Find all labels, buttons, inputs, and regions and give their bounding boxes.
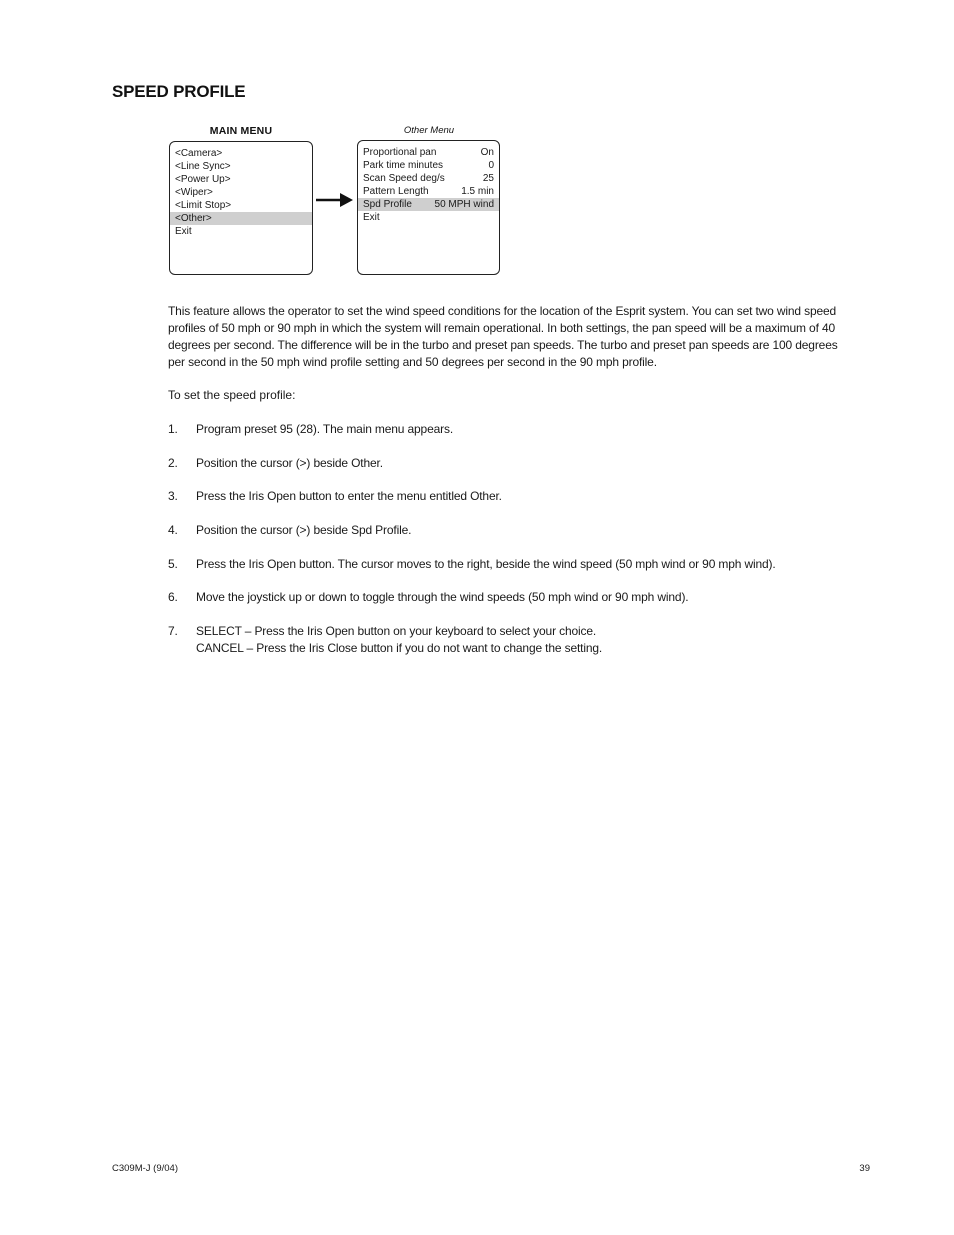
other-menu-item-proportional-pan: Proportional pan On xyxy=(363,147,494,158)
main-menu-item-power-up: <Power Up> xyxy=(175,174,231,185)
other-menu-item-park-time: Park time minutes 0 xyxy=(363,160,494,171)
intro-text: To set the speed profile: xyxy=(168,388,296,402)
other-menu-item-pattern-length: Pattern Length 1.5 min xyxy=(363,186,494,197)
arrow-right-icon xyxy=(316,192,354,208)
main-menu-item-camera: <Camera> xyxy=(175,148,223,159)
main-menu-item-wiper: <Wiper> xyxy=(175,187,213,198)
other-menu-item-exit: Exit xyxy=(363,212,380,223)
main-menu-caption: MAIN MENU xyxy=(209,125,273,137)
other-menu-item-spd-profile: Spd Profile 50 MPH wind xyxy=(358,198,499,211)
main-menu-item-line-sync: <Line Sync> xyxy=(175,161,231,172)
footer-doc-code: C309M-J (9/04) xyxy=(112,1163,178,1174)
main-menu-item-limit-stop: <Limit Stop> xyxy=(175,200,232,211)
main-menu-item-exit: Exit xyxy=(175,226,192,237)
other-menu-box xyxy=(357,140,500,275)
main-menu-box xyxy=(169,141,313,275)
other-menu-caption: Other Menu xyxy=(403,125,455,136)
section-title: SPEED PROFILE xyxy=(112,82,246,101)
other-menu-item-scan-speed: Scan Speed deg/s 25 xyxy=(363,173,494,184)
footer-page-number: 39 xyxy=(859,1163,870,1174)
main-menu-item-other: <Other> xyxy=(170,212,312,225)
description-paragraph: This feature allows the operator to set the wind speed conditions for the location of the Esprit system. You can set two wind speed profiles of 50 mph or 90 mph in which the system will remain operational. In both settings, the pan speed will be a maximum of 40 degrees per second. The difference will be in the turbo and preset pan speeds. The turbo and preset pan speeds are 100 degrees per second in the 50 mph wind profile setting and 50 degrees per second in the 90 mph profile. xyxy=(168,304,838,369)
